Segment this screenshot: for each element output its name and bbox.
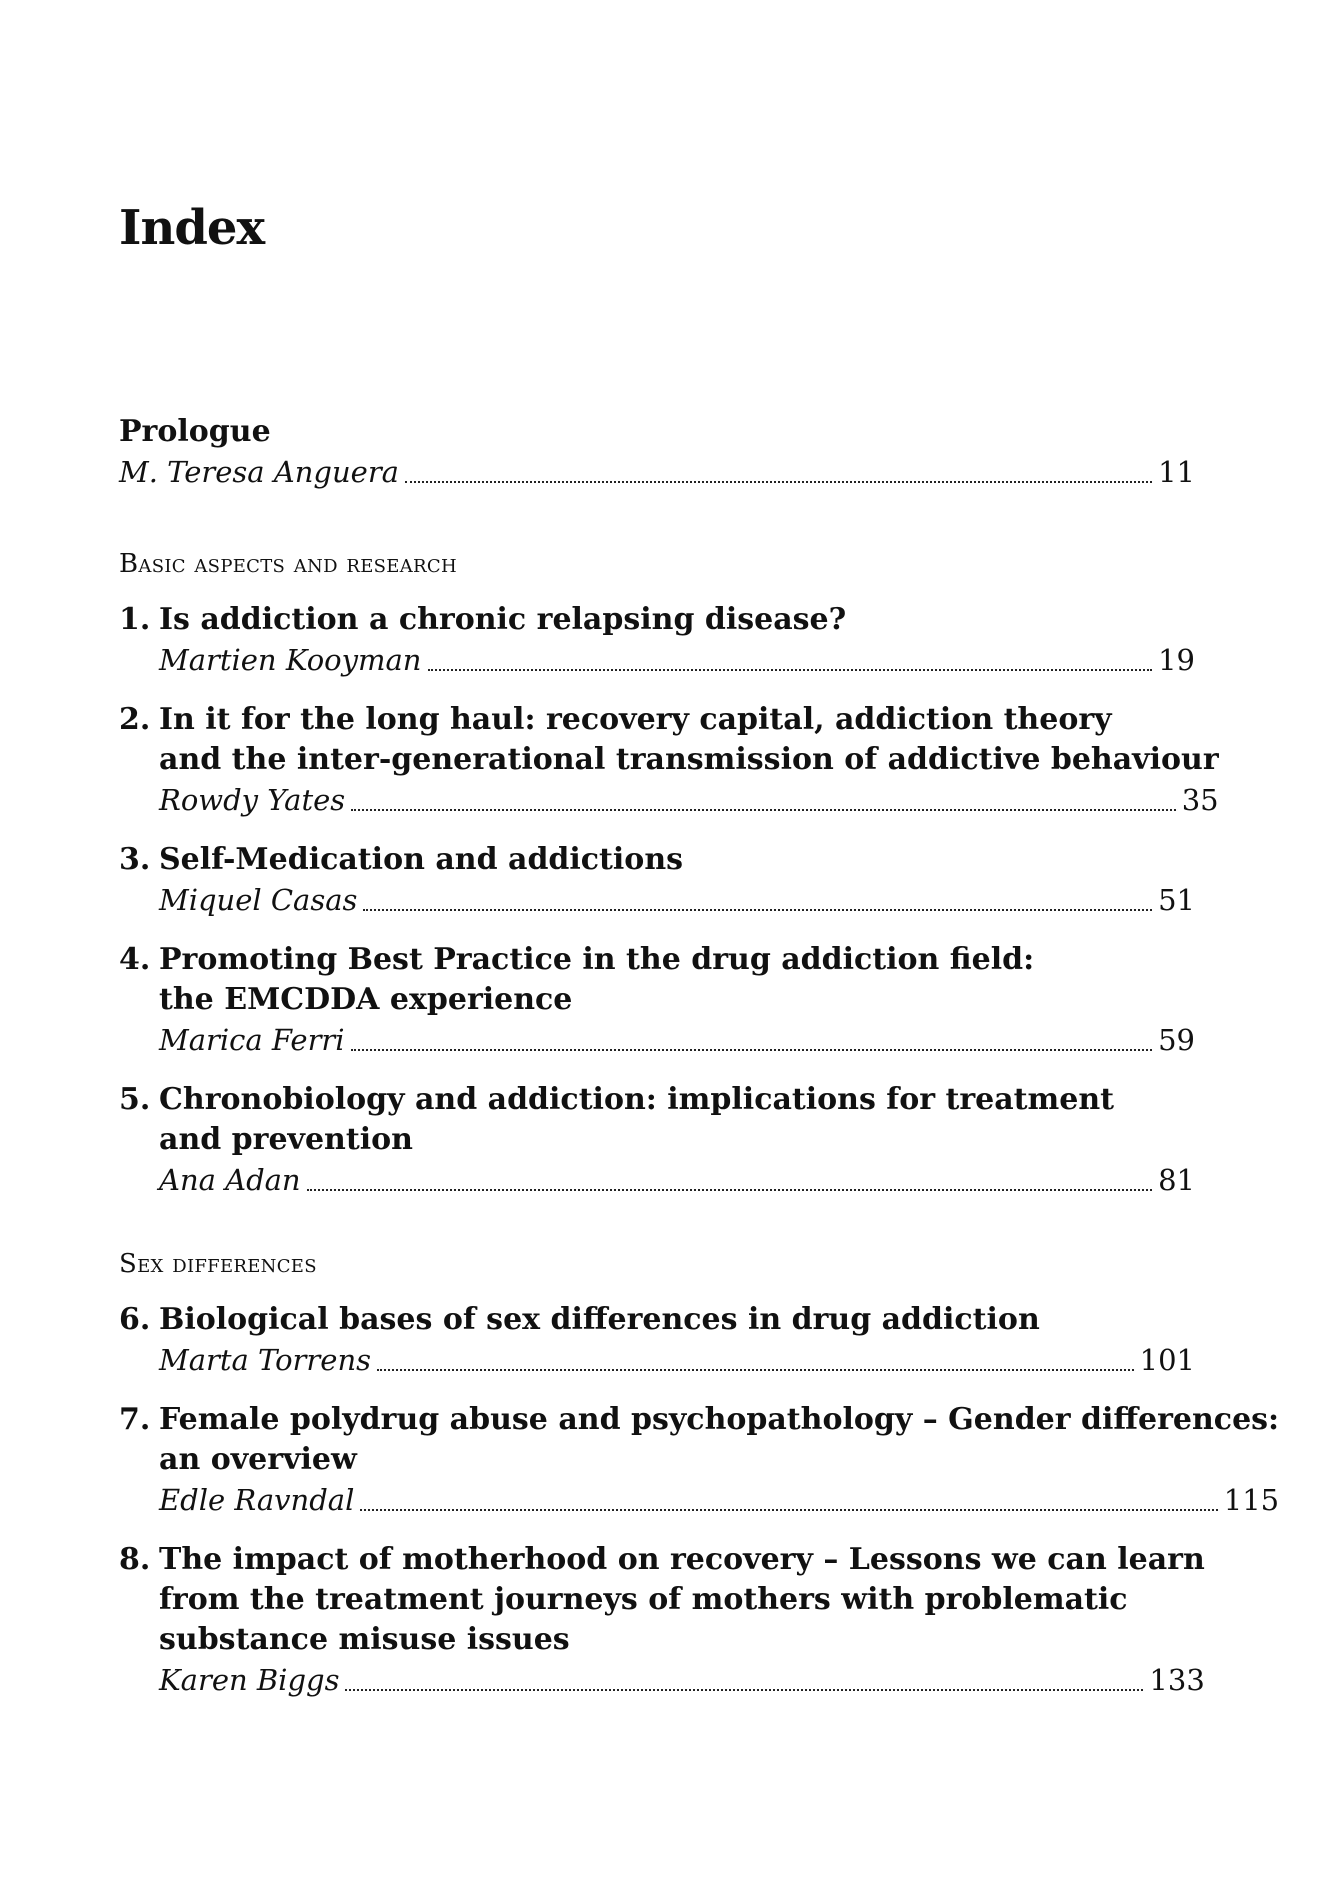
page-title: Index xyxy=(119,200,265,256)
chapter-number: 6. xyxy=(119,1302,151,1337)
chapter-number: 8. xyxy=(119,1542,151,1577)
chapter-entry xyxy=(119,1540,1205,1700)
chapter-page-number: 51 xyxy=(1158,883,1195,917)
chapter-title-line: and the inter-generational transmission of addictive behaviour xyxy=(159,742,1219,777)
dot-leader xyxy=(363,908,1152,911)
chapter-title-line: Chronobiology and addiction: implications for treatment xyxy=(159,1082,1115,1117)
chapter-author-row xyxy=(159,1160,1195,1200)
chapter-page-number: 35 xyxy=(1181,783,1219,817)
chapter-author: Rowdy Yates xyxy=(159,783,346,817)
chapter-entry xyxy=(119,1400,1280,1520)
chapter-author-row xyxy=(159,1340,1195,1380)
dot-leader xyxy=(345,1688,1143,1691)
chapter-body xyxy=(159,700,1219,820)
prologue-heading: Prologue xyxy=(119,414,271,449)
chapter-number: 4. xyxy=(119,942,151,977)
chapter-page-number: 81 xyxy=(1158,1163,1195,1197)
dot-leader xyxy=(360,1508,1217,1511)
chapter-entry xyxy=(119,600,1195,680)
dot-leader xyxy=(351,1048,1153,1051)
chapter-page-number: 133 xyxy=(1149,1663,1205,1697)
chapter-body xyxy=(159,1540,1205,1700)
prologue-page-number: 11 xyxy=(1158,455,1195,489)
chapter-author: Karen Biggs xyxy=(159,1663,340,1697)
toc-section xyxy=(119,1248,1280,1700)
chapter-author: Miquel Casas xyxy=(159,883,358,917)
chapter-number: 7. xyxy=(119,1402,151,1437)
chapter-entry xyxy=(119,1300,1195,1380)
chapter-title-line: Self-Medication and addictions xyxy=(159,842,684,877)
chapter-author: Ana Adan xyxy=(159,1163,301,1197)
chapter-author-row xyxy=(159,1020,1195,1060)
chapter-entry xyxy=(119,940,1195,1060)
chapter-page-number: 59 xyxy=(1158,1023,1195,1057)
chapter-title-line: Is addiction a chronic relapsing disease? xyxy=(159,602,847,637)
section-label: Sex differences xyxy=(119,1249,317,1279)
chapter-title-line: The impact of motherhood on recovery – Lessons we can learn xyxy=(159,1542,1205,1577)
chapter-number: 2. xyxy=(119,702,151,737)
chapter-number: 3. xyxy=(119,842,151,877)
chapter-author: Marta Torrens xyxy=(159,1343,372,1377)
chapter-title-line: substance misuse issues xyxy=(159,1622,570,1657)
chapter-title-line: Promoting Best Practice in the drug addiction field: xyxy=(159,942,1035,977)
chapter-number: 5. xyxy=(119,1082,151,1117)
chapter-title-line: In it for the long haul: recovery capital, addiction theory xyxy=(159,702,1112,737)
prologue-author-row xyxy=(119,452,1195,492)
chapter-author-row xyxy=(159,780,1219,820)
chapter-title-line: and prevention xyxy=(159,1122,413,1157)
chapter-author-row xyxy=(159,1480,1279,1520)
chapter-title-line: the EMCDDA experience xyxy=(159,982,573,1017)
chapter-body xyxy=(159,940,1195,1060)
chapter-title-line: Biological bases of sex differences in drug addiction xyxy=(159,1302,1040,1337)
dot-leader xyxy=(307,1188,1152,1191)
chapter-author-row xyxy=(159,640,1195,680)
chapter-title-line: Female polydrug abuse and psychopathology – Gender differences: xyxy=(159,1402,1280,1437)
dot-leader xyxy=(377,1368,1134,1371)
chapter-author: Martien Kooyman xyxy=(159,643,422,677)
chapter-entry xyxy=(119,1080,1195,1200)
section-label: Basic aspects and research xyxy=(119,549,457,579)
prologue-author: M. Teresa Anguera xyxy=(119,455,399,489)
chapter-body xyxy=(159,840,1195,920)
prologue-entry xyxy=(119,412,1195,492)
toc-sections xyxy=(119,548,1280,1700)
chapter-author-row xyxy=(159,1660,1205,1700)
toc-section xyxy=(119,548,1219,1200)
chapter-entry xyxy=(119,840,1195,920)
chapter-title-line: from the treatment journeys of mothers with problematic xyxy=(159,1582,1128,1617)
table-of-contents xyxy=(119,412,1280,1748)
chapter-page-number: 101 xyxy=(1139,1343,1195,1377)
dot-leader xyxy=(351,808,1176,811)
chapter-author-row xyxy=(159,880,1195,920)
chapter-body xyxy=(159,600,1195,680)
dot-leader xyxy=(428,668,1153,671)
chapter-number: 1. xyxy=(119,602,151,637)
chapter-title-line: an overview xyxy=(159,1442,357,1477)
chapter-body xyxy=(159,1400,1279,1520)
chapter-body xyxy=(159,1300,1195,1380)
chapter-body xyxy=(159,1080,1195,1200)
dot-leader xyxy=(405,480,1152,483)
chapter-page-number: 115 xyxy=(1223,1483,1280,1517)
chapter-author: Marica Ferri xyxy=(159,1023,345,1057)
chapter-author: Edle Ravndal xyxy=(159,1483,355,1517)
chapter-page-number: 19 xyxy=(1158,643,1195,677)
chapter-entry xyxy=(119,700,1219,820)
